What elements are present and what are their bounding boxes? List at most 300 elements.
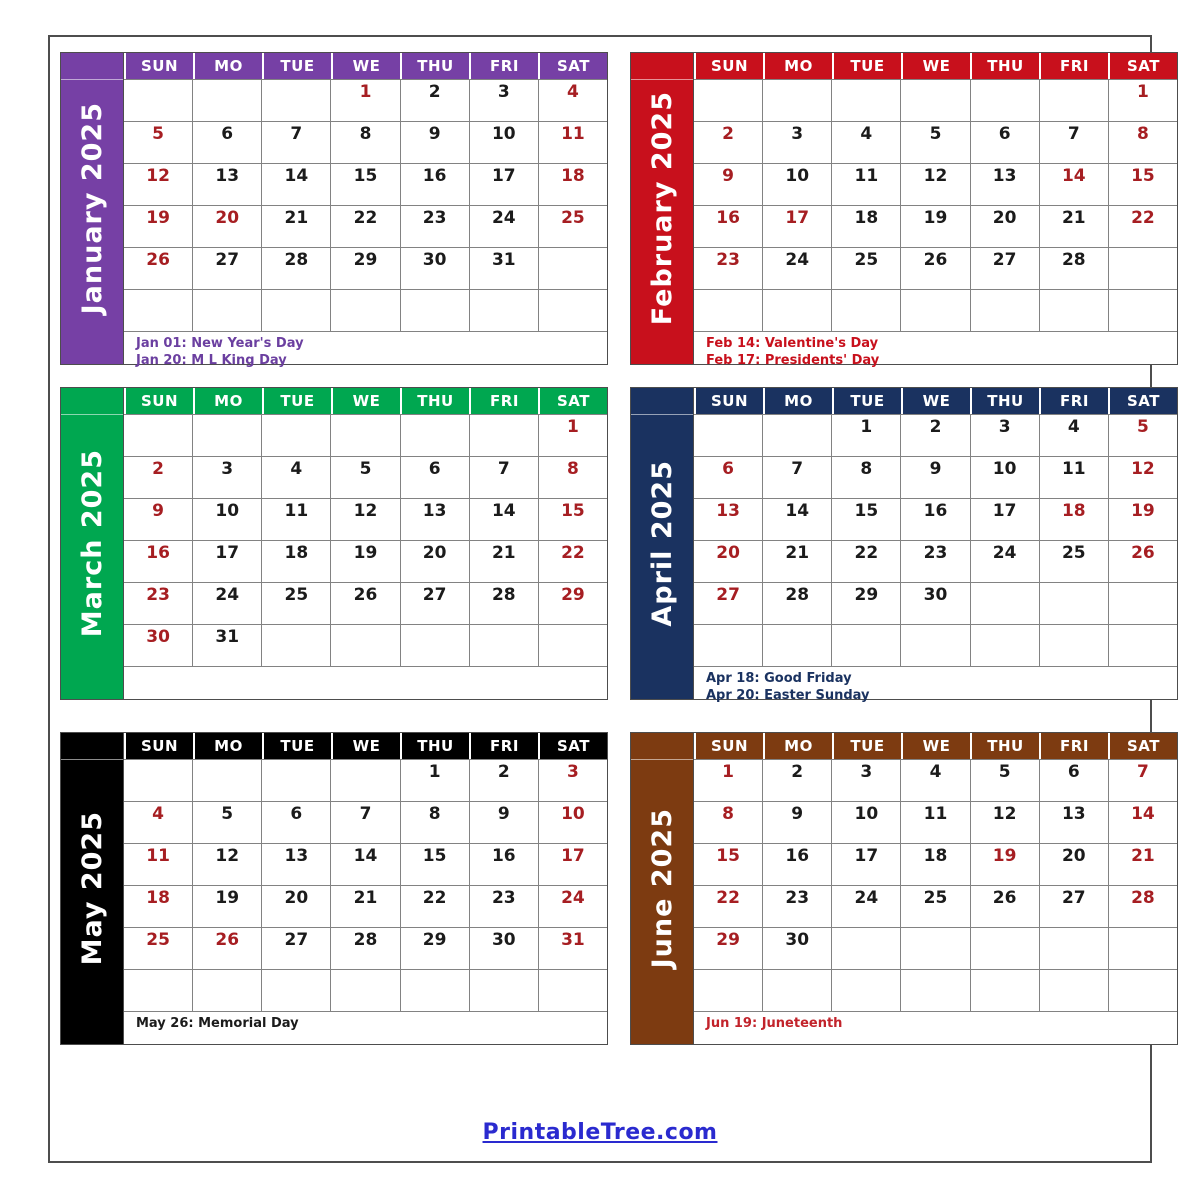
date-cell: 27 <box>1039 886 1108 927</box>
month-grid <box>694 388 1177 703</box>
week-row <box>694 414 1177 456</box>
weekday-header: MO <box>763 388 832 414</box>
empty-date-cell <box>694 290 762 331</box>
date-cell: 24 <box>469 206 538 247</box>
date-cell: 28 <box>1108 886 1177 927</box>
weekday-header: FRI <box>1039 733 1108 759</box>
date-cell: 29 <box>330 248 399 289</box>
date-cell: 1 <box>538 415 607 456</box>
empty-date-cell <box>400 290 469 331</box>
date-cell: 15 <box>400 844 469 885</box>
weekday-header: SUN <box>124 733 193 759</box>
week-row <box>694 247 1177 289</box>
date-cell: 20 <box>1039 844 1108 885</box>
holiday-notes <box>694 1011 1177 1044</box>
date-cell: 2 <box>469 760 538 801</box>
date-cell: 24 <box>831 886 900 927</box>
date-cell: 25 <box>538 206 607 247</box>
date-cell: 10 <box>970 457 1039 498</box>
date-cell: 16 <box>900 499 969 540</box>
calendar-april-2025 <box>630 387 1178 703</box>
date-cell: 31 <box>192 625 261 666</box>
date-cell: 29 <box>716 930 740 950</box>
date-cell: 12 <box>146 166 170 186</box>
week-row <box>124 247 607 289</box>
weekday-header: SUN <box>694 388 763 414</box>
empty-date-cell <box>970 80 1039 121</box>
week-row <box>124 969 607 1011</box>
date-cell: 14 <box>330 844 399 885</box>
date-cell: 5 <box>152 124 164 144</box>
date-cell: 26 <box>900 248 969 289</box>
empty-date-cell <box>831 80 900 121</box>
month-label: March 2025 <box>76 449 108 638</box>
date-cell: 4 <box>831 122 900 163</box>
date-cell: 11 <box>831 164 900 205</box>
date-cell: 17 <box>538 844 607 885</box>
date-cell: 17 <box>762 206 831 247</box>
date-cell: 21 <box>261 206 330 247</box>
date-cell: 14 <box>469 499 538 540</box>
date-cell: 13 <box>970 164 1039 205</box>
holiday-notes <box>124 666 607 699</box>
week-row <box>124 624 607 666</box>
footer <box>0 1120 1200 1145</box>
week-row <box>124 843 607 885</box>
date-cell: 5 <box>1108 415 1177 456</box>
date-cell: 15 <box>330 164 399 205</box>
weekday-header: MO <box>193 388 262 414</box>
week-row <box>694 582 1177 624</box>
date-cell: 21 <box>469 541 538 582</box>
empty-date-cell <box>1039 970 1108 1011</box>
holiday-note: Apr 20: Easter Sunday <box>706 688 870 703</box>
week-row <box>694 289 1177 331</box>
empty-date-cell <box>261 760 330 801</box>
empty-date-cell <box>900 80 969 121</box>
weekday-header: SUN <box>694 733 763 759</box>
weekday-header-row <box>694 733 1177 759</box>
date-cell: 1 <box>400 760 469 801</box>
date-cell: 7 <box>1108 760 1177 801</box>
weekday-header: TUE <box>832 388 901 414</box>
month-band-may-2025 <box>61 733 124 1044</box>
month-band-march-2025 <box>61 388 124 699</box>
calendar-january-2025 <box>60 52 608 368</box>
date-cell: 15 <box>831 499 900 540</box>
week-row <box>124 163 607 205</box>
date-cell: 2 <box>152 459 164 479</box>
week-row <box>124 759 607 801</box>
date-cell: 21 <box>330 886 399 927</box>
date-cell: 23 <box>762 886 831 927</box>
weekday-header: SUN <box>694 53 763 79</box>
date-cell: 11 <box>900 802 969 843</box>
empty-date-cell <box>538 970 607 1011</box>
date-cell: 16 <box>400 164 469 205</box>
empty-date-cell <box>694 970 762 1011</box>
date-cell: 21 <box>1108 844 1177 885</box>
week-row <box>694 498 1177 540</box>
date-cell: 29 <box>400 928 469 969</box>
date-cell: 30 <box>400 248 469 289</box>
date-cell: 23 <box>146 585 170 605</box>
date-cell: 6 <box>970 122 1039 163</box>
empty-date-cell <box>330 415 399 456</box>
empty-date-cell <box>1108 625 1177 666</box>
empty-date-cell <box>469 625 538 666</box>
empty-date-cell <box>1039 583 1108 624</box>
date-cell: 12 <box>192 844 261 885</box>
date-cell: 22 <box>538 541 607 582</box>
footer-link[interactable]: PrintableTree.com <box>482 1120 718 1145</box>
weekday-header: TUE <box>832 733 901 759</box>
empty-date-cell <box>538 248 607 289</box>
date-cell: 9 <box>762 802 831 843</box>
date-cell: 14 <box>261 164 330 205</box>
date-cell: 17 <box>831 844 900 885</box>
date-cell: 27 <box>261 928 330 969</box>
week-row <box>124 582 607 624</box>
empty-date-cell <box>124 80 192 121</box>
date-cell: 4 <box>1039 415 1108 456</box>
date-cell: 1 <box>722 762 734 782</box>
date-cell: 29 <box>538 583 607 624</box>
date-cell: 20 <box>970 206 1039 247</box>
weekday-header: MO <box>763 733 832 759</box>
date-cell: 7 <box>762 457 831 498</box>
date-cell: 25 <box>1039 541 1108 582</box>
date-cell: 3 <box>469 80 538 121</box>
weekday-header-row <box>124 733 607 759</box>
weekday-header-row <box>124 388 607 414</box>
date-cell: 5 <box>330 457 399 498</box>
weekday-header: SUN <box>124 53 193 79</box>
empty-date-cell <box>538 625 607 666</box>
weekday-header: TUE <box>262 733 331 759</box>
date-cell: 12 <box>330 499 399 540</box>
date-cell: 30 <box>469 928 538 969</box>
week-row <box>694 885 1177 927</box>
weekday-header: WE <box>331 53 400 79</box>
week-row <box>694 759 1177 801</box>
weekday-header: THU <box>400 53 469 79</box>
empty-date-cell <box>1108 248 1177 289</box>
month-band-january-2025 <box>61 53 124 364</box>
week-row <box>694 843 1177 885</box>
date-cell: 17 <box>192 541 261 582</box>
empty-date-cell <box>469 415 538 456</box>
date-cell: 28 <box>762 583 831 624</box>
weekday-header: SUN <box>124 388 193 414</box>
date-cell: 28 <box>330 928 399 969</box>
empty-date-cell <box>762 970 831 1011</box>
date-cell: 10 <box>831 802 900 843</box>
date-cell: 26 <box>192 928 261 969</box>
date-cell: 8 <box>538 457 607 498</box>
date-cell: 3 <box>831 760 900 801</box>
week-row <box>694 205 1177 247</box>
date-cell: 18 <box>538 164 607 205</box>
date-cell: 15 <box>716 846 740 866</box>
date-cell: 22 <box>831 541 900 582</box>
date-cell: 16 <box>146 543 170 563</box>
date-cell: 22 <box>400 886 469 927</box>
date-cell: 9 <box>152 501 164 521</box>
week-row <box>694 624 1177 666</box>
date-cell: 19 <box>1108 499 1177 540</box>
month-grid <box>124 733 607 1044</box>
date-cell: 6 <box>192 122 261 163</box>
empty-date-cell <box>694 415 762 456</box>
weekday-header: WE <box>901 733 970 759</box>
empty-date-cell <box>192 970 261 1011</box>
week-row <box>694 79 1177 121</box>
empty-date-cell <box>1108 583 1177 624</box>
week-row <box>124 289 607 331</box>
month-grid <box>124 388 607 699</box>
weekday-header-row <box>124 53 607 79</box>
date-cell: 22 <box>1108 206 1177 247</box>
date-cell: 31 <box>538 928 607 969</box>
date-cell: 3 <box>192 457 261 498</box>
date-cell: 13 <box>1039 802 1108 843</box>
empty-date-cell <box>1039 80 1108 121</box>
date-cell: 8 <box>330 122 399 163</box>
weekday-header: THU <box>400 388 469 414</box>
empty-date-cell <box>970 970 1039 1011</box>
date-cell: 30 <box>900 583 969 624</box>
empty-date-cell <box>900 290 969 331</box>
date-cell: 11 <box>261 499 330 540</box>
weekday-header-row <box>694 388 1177 414</box>
date-cell: 13 <box>261 844 330 885</box>
date-cell: 6 <box>722 459 734 479</box>
empty-date-cell <box>831 290 900 331</box>
holiday-note: Apr 18: Good Friday <box>706 671 852 686</box>
date-cell: 3 <box>538 760 607 801</box>
weekday-header: SAT <box>538 733 607 759</box>
date-cell: 22 <box>330 206 399 247</box>
week-row <box>694 163 1177 205</box>
weekday-header: FRI <box>469 733 538 759</box>
date-cell: 15 <box>1108 164 1177 205</box>
date-cell: 27 <box>400 583 469 624</box>
month-label: May 2025 <box>76 811 108 966</box>
date-cell: 14 <box>1039 164 1108 205</box>
weekday-header: THU <box>970 733 1039 759</box>
weekday-header: THU <box>970 388 1039 414</box>
date-cell: 2 <box>400 80 469 121</box>
empty-date-cell <box>261 970 330 1011</box>
date-cell: 5 <box>900 122 969 163</box>
date-cell: 21 <box>1039 206 1108 247</box>
date-cell: 24 <box>538 886 607 927</box>
weekday-header: WE <box>901 388 970 414</box>
date-cell: 25 <box>261 583 330 624</box>
date-cell: 8 <box>400 802 469 843</box>
date-cell: 27 <box>716 585 740 605</box>
week-row <box>694 540 1177 582</box>
holiday-notes <box>124 1011 607 1044</box>
date-cell: 4 <box>261 457 330 498</box>
empty-date-cell <box>762 415 831 456</box>
holiday-note: Jun 19: Juneteenth <box>706 1016 843 1031</box>
empty-date-cell <box>1039 625 1108 666</box>
date-cell: 28 <box>261 248 330 289</box>
date-cell: 18 <box>146 888 170 908</box>
date-cell: 10 <box>469 122 538 163</box>
week-row <box>124 456 607 498</box>
date-cell: 26 <box>1108 541 1177 582</box>
holiday-note: May 26: Memorial Day <box>136 1016 299 1031</box>
weekday-header: THU <box>400 733 469 759</box>
empty-date-cell <box>261 290 330 331</box>
week-row <box>124 498 607 540</box>
weekday-header: SAT <box>538 53 607 79</box>
weekday-header: THU <box>970 53 1039 79</box>
date-cell: 25 <box>146 930 170 950</box>
empty-date-cell <box>330 290 399 331</box>
date-cell: 20 <box>400 541 469 582</box>
month-label: April 2025 <box>646 460 678 627</box>
empty-date-cell <box>400 625 469 666</box>
week-row <box>124 414 607 456</box>
weekday-header: MO <box>193 733 262 759</box>
weekday-header: FRI <box>1039 53 1108 79</box>
date-cell: 31 <box>469 248 538 289</box>
empty-date-cell <box>762 290 831 331</box>
calendar-february-2025 <box>630 52 1178 368</box>
date-cell: 23 <box>469 886 538 927</box>
weekday-header: MO <box>193 53 262 79</box>
date-cell: 24 <box>762 248 831 289</box>
date-cell: 18 <box>1039 499 1108 540</box>
date-cell: 9 <box>469 802 538 843</box>
month-band-february-2025 <box>631 53 694 364</box>
date-cell: 27 <box>192 248 261 289</box>
weekday-header: FRI <box>469 53 538 79</box>
empty-date-cell <box>694 80 762 121</box>
date-cell: 30 <box>762 928 831 969</box>
empty-date-cell <box>1108 928 1177 969</box>
empty-date-cell <box>261 80 330 121</box>
empty-date-cell <box>261 415 330 456</box>
date-cell: 23 <box>400 206 469 247</box>
date-cell: 16 <box>762 844 831 885</box>
date-cell: 7 <box>330 802 399 843</box>
date-cell: 2 <box>722 124 734 144</box>
date-cell: 12 <box>900 164 969 205</box>
calendar-march-2025 <box>60 387 608 700</box>
date-cell: 1 <box>1108 80 1177 121</box>
date-cell: 27 <box>970 248 1039 289</box>
weekday-header: FRI <box>1039 388 1108 414</box>
empty-date-cell <box>900 625 969 666</box>
date-cell: 8 <box>722 804 734 824</box>
date-cell: 6 <box>400 457 469 498</box>
week-row <box>124 79 607 121</box>
date-cell: 19 <box>330 541 399 582</box>
date-cell: 26 <box>146 250 170 270</box>
weekday-header: SAT <box>1108 733 1177 759</box>
date-cell: 9 <box>722 166 734 186</box>
empty-date-cell <box>900 970 969 1011</box>
empty-date-cell <box>124 415 192 456</box>
date-cell: 21 <box>762 541 831 582</box>
weekday-header: SAT <box>538 388 607 414</box>
date-cell: 23 <box>900 541 969 582</box>
weekday-header: FRI <box>469 388 538 414</box>
empty-date-cell <box>970 583 1039 624</box>
empty-date-cell <box>694 625 762 666</box>
weekday-header: SAT <box>1108 388 1177 414</box>
date-cell: 15 <box>538 499 607 540</box>
empty-date-cell <box>831 625 900 666</box>
empty-date-cell <box>1039 290 1108 331</box>
date-cell: 19 <box>146 208 170 228</box>
week-row <box>694 456 1177 498</box>
date-cell: 9 <box>900 457 969 498</box>
empty-date-cell <box>400 415 469 456</box>
date-cell: 17 <box>469 164 538 205</box>
weekday-header: MO <box>763 53 832 79</box>
date-cell: 11 <box>538 122 607 163</box>
empty-date-cell <box>124 760 192 801</box>
calendar-may-2025 <box>60 732 608 1045</box>
empty-date-cell <box>400 970 469 1011</box>
date-cell: 28 <box>469 583 538 624</box>
date-cell: 18 <box>900 844 969 885</box>
date-cell: 2 <box>762 760 831 801</box>
empty-date-cell <box>330 625 399 666</box>
date-cell: 22 <box>716 888 740 908</box>
date-cell: 6 <box>1039 760 1108 801</box>
empty-date-cell <box>192 415 261 456</box>
date-cell: 18 <box>831 206 900 247</box>
date-cell: 19 <box>192 886 261 927</box>
date-cell: 20 <box>716 543 740 563</box>
empty-date-cell <box>124 970 192 1011</box>
month-label: June 2025 <box>646 808 678 969</box>
date-cell: 19 <box>970 844 1039 885</box>
week-row <box>694 121 1177 163</box>
holiday-note: Jan 01: New Year's Day <box>136 336 304 351</box>
week-row <box>694 801 1177 843</box>
month-band-june-2025 <box>631 733 694 1044</box>
date-cell: 8 <box>1108 122 1177 163</box>
date-cell: 10 <box>538 802 607 843</box>
week-row <box>124 885 607 927</box>
date-cell: 10 <box>192 499 261 540</box>
date-cell: 4 <box>538 80 607 121</box>
empty-date-cell <box>1108 290 1177 331</box>
empty-date-cell <box>831 928 900 969</box>
empty-date-cell <box>124 290 192 331</box>
holiday-notes <box>124 331 607 369</box>
empty-date-cell <box>1108 970 1177 1011</box>
date-cell: 7 <box>469 457 538 498</box>
week-row <box>694 927 1177 969</box>
empty-date-cell <box>970 625 1039 666</box>
date-cell: 17 <box>970 499 1039 540</box>
holiday-notes <box>694 331 1177 369</box>
month-grid <box>124 53 607 368</box>
date-cell: 13 <box>400 499 469 540</box>
date-cell: 23 <box>716 250 740 270</box>
empty-date-cell <box>1039 928 1108 969</box>
date-cell: 13 <box>716 501 740 521</box>
